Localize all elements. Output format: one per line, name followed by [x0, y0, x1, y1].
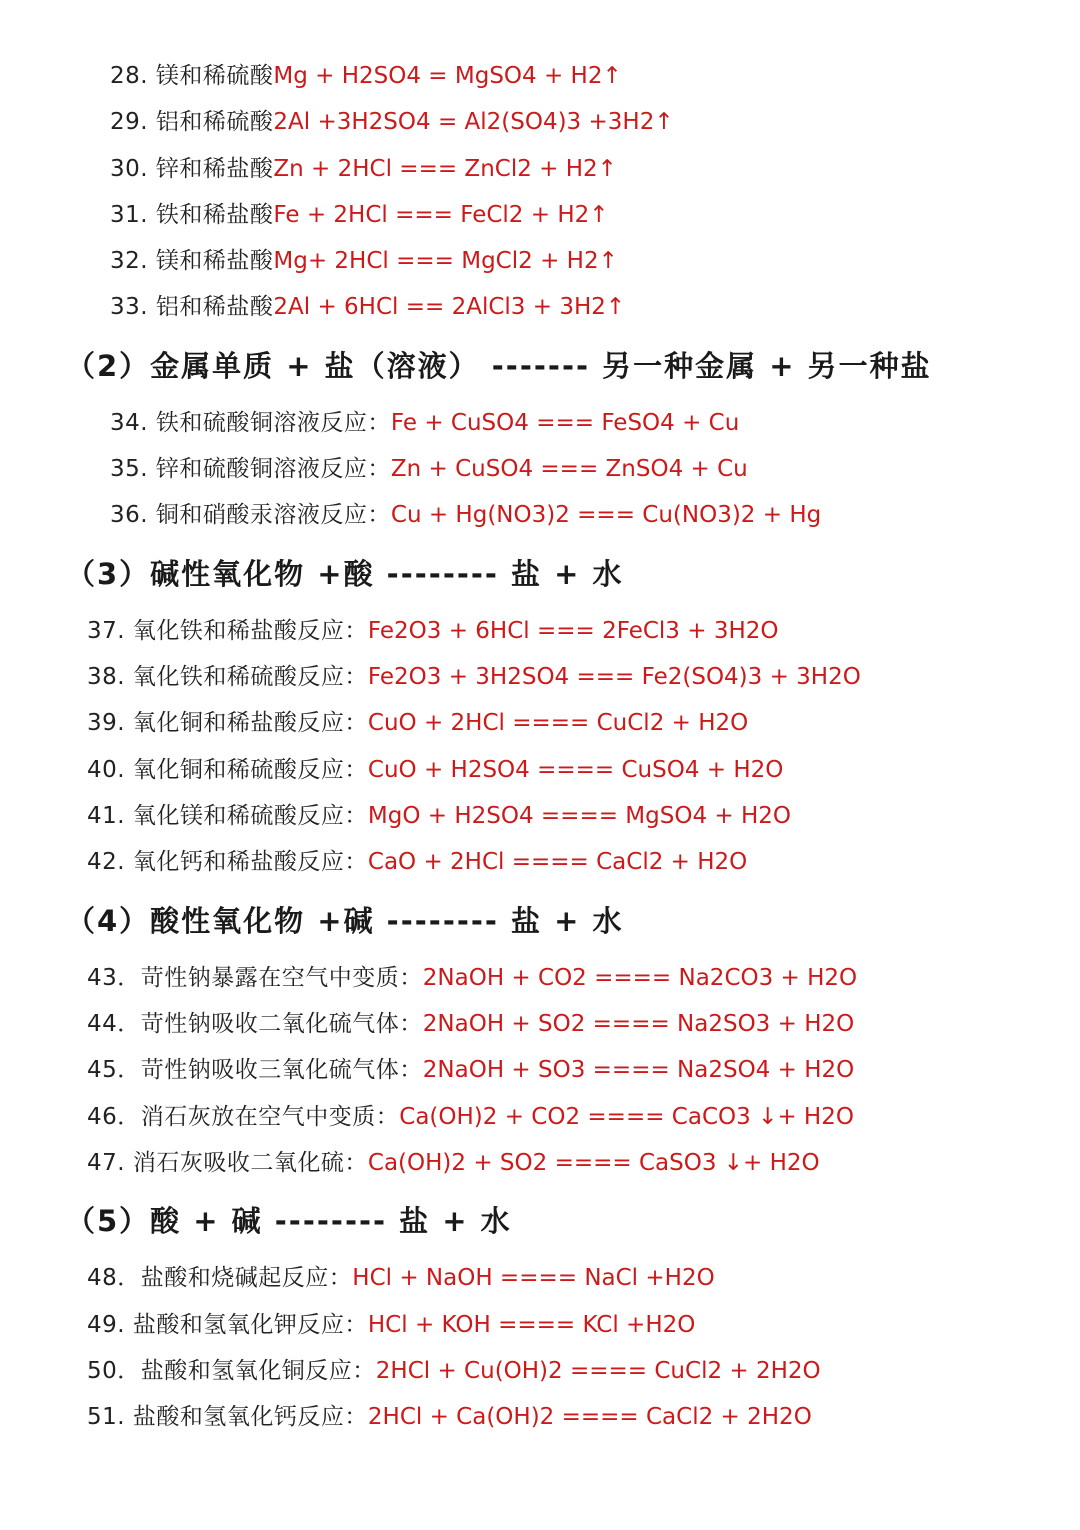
- reaction-label: 38. 氧化铁和稀硫酸反应：: [87, 664, 368, 690]
- reaction-line-30: [110, 154, 617, 184]
- reaction-equation: Cu + Hg(NO3)2 === Cu(NO3)2 + Hg: [390, 502, 822, 528]
- reaction-line-31: [110, 200, 609, 230]
- reaction-line-42: [87, 847, 747, 877]
- reaction-label: 35. 锌和硫酸铜溶液反应：: [110, 456, 391, 482]
- reaction-label: 28. 镁和稀硫酸: [110, 63, 274, 89]
- reaction-equation: 2HCl + Cu(OH)2 ==== CuCl2 + 2H2O: [375, 1358, 821, 1384]
- reaction-line-34: [110, 408, 739, 438]
- reaction-equation: Ca(OH)2 + CO2 ==== CaCO3 ↓+ H2O: [399, 1104, 854, 1130]
- reaction-line-33: [110, 292, 625, 322]
- reaction-label: 29. 铝和稀硫酸: [110, 109, 274, 135]
- reaction-equation: Fe2O3 + 6HCl === 2FeCl3 + 3H2O: [367, 618, 779, 644]
- reaction-label: 33. 铝和稀盐酸: [110, 294, 274, 320]
- reaction-line-28: [110, 61, 622, 91]
- reaction-line-43: [87, 963, 857, 993]
- section-heading-3: （3）碱性氧化物 +酸 -------- 盐 + 水: [66, 557, 624, 591]
- reaction-equation: 2NaOH + SO2 ==== Na2SO3 + H2O: [422, 1011, 855, 1037]
- reaction-equation: HCl + KOH ==== KCl +H2O: [367, 1312, 696, 1338]
- reaction-label: 39. 氧化铜和稀盐酸反应：: [87, 710, 368, 736]
- reaction-line-50: [87, 1356, 821, 1386]
- reaction-equation: Fe2O3 + 3H2SO4 === Fe2(SO4)3 + 3H2O: [367, 664, 861, 690]
- reaction-equation: 2HCl + Ca(OH)2 ==== CaCl2 + 2H2O: [367, 1404, 812, 1430]
- reaction-line-36: [110, 500, 821, 530]
- reaction-line-40: [87, 755, 783, 785]
- section-heading-4: （4）酸性氧化物 +碱 -------- 盐 + 水: [66, 904, 624, 938]
- reaction-label: 30. 锌和稀盐酸: [110, 156, 274, 182]
- reaction-line-41: [87, 801, 791, 831]
- reaction-label: 50．盐酸和氢氧化铜反应：: [87, 1358, 376, 1384]
- reaction-equation: Mg + H2SO4 = MgSO4 + H2↑: [273, 63, 622, 89]
- reaction-line-48: [87, 1263, 715, 1293]
- reaction-equation: Ca(OH)2 + SO2 ==== CaSO3 ↓+ H2O: [367, 1150, 820, 1176]
- reaction-line-44: [87, 1009, 854, 1039]
- section-heading-2: （2）金属单质 + 盐（溶液） ------- 另一种金属 + 另一种盐: [66, 349, 932, 383]
- reaction-line-49: [87, 1310, 695, 1340]
- reaction-equation: Zn + CuSO4 === ZnSO4 + Cu: [390, 456, 748, 482]
- reaction-equation: 2Al + 6HCl == 2AlCl3 + 3H2↑: [273, 294, 626, 320]
- reaction-label: 51. 盐酸和氢氧化钙反应：: [87, 1404, 368, 1430]
- reaction-label: 43．苛性钠暴露在空气中变质：: [87, 965, 423, 991]
- reaction-label: 46．消石灰放在空气中变质：: [87, 1104, 400, 1130]
- reaction-equation: 2NaOH + SO3 ==== Na2SO4 + H2O: [422, 1057, 855, 1083]
- reaction-equation: HCl + NaOH ==== NaCl +H2O: [352, 1265, 715, 1291]
- reaction-equation: Mg+ 2HCl === MgCl2 + H2↑: [273, 248, 618, 274]
- reaction-equation: CuO + H2SO4 ==== CuSO4 + H2O: [367, 757, 784, 783]
- section-heading-5: （5）酸 + 碱 -------- 盐 + 水: [66, 1204, 512, 1238]
- reaction-label: 31. 铁和稀盐酸: [110, 202, 274, 228]
- reaction-line-32: [110, 246, 618, 276]
- reaction-label: 44．苛性钠吸收二氧化硫气体：: [87, 1011, 423, 1037]
- reaction-line-51: [87, 1402, 812, 1432]
- reaction-equation: CaO + 2HCl ==== CaCl2 + H2O: [367, 849, 748, 875]
- reaction-label: 48．盐酸和烧碱起反应：: [87, 1265, 353, 1291]
- reaction-label: 41. 氧化镁和稀硫酸反应：: [87, 803, 368, 829]
- reaction-equation: CuO + 2HCl ==== CuCl2 + H2O: [367, 710, 749, 736]
- reaction-label: 42. 氧化钙和稀盐酸反应：: [87, 849, 368, 875]
- reaction-line-37: [87, 616, 779, 646]
- reaction-label: 40. 氧化铜和稀硫酸反应：: [87, 757, 368, 783]
- reaction-label: 47. 消石灰吸收二氧化硫：: [87, 1150, 368, 1176]
- reaction-label: 37. 氧化铁和稀盐酸反应：: [87, 618, 368, 644]
- reaction-line-35: [110, 454, 748, 484]
- reaction-equation: 2Al +3H2SO4 = Al2(SO4)3 +3H2↑: [273, 109, 674, 135]
- reaction-equation: MgO + H2SO4 ==== MgSO4 + H2O: [367, 803, 792, 829]
- reaction-label: 36. 铜和硝酸汞溶液反应：: [110, 502, 391, 528]
- reaction-equation: 2NaOH + CO2 ==== Na2CO3 + H2O: [422, 965, 858, 991]
- reaction-equation: Zn + 2HCl === ZnCl2 + H2↑: [273, 156, 617, 182]
- reaction-label: 45．苛性钠吸收三氧化硫气体：: [87, 1057, 423, 1083]
- reaction-line-46: [87, 1102, 854, 1132]
- reaction-label: 32. 镁和稀盐酸: [110, 248, 274, 274]
- reaction-line-39: [87, 708, 748, 738]
- reaction-equation: Fe + 2HCl === FeCl2 + H2↑: [273, 202, 609, 228]
- reaction-line-29: [110, 107, 674, 137]
- reaction-equation: Fe + CuSO4 === FeSO4 + Cu: [390, 410, 740, 436]
- reaction-line-38: [87, 662, 861, 692]
- reaction-line-47: [87, 1148, 820, 1178]
- reaction-line-45: [87, 1055, 854, 1085]
- reaction-label: 34. 铁和硫酸铜溶液反应：: [110, 410, 391, 436]
- reaction-label: 49. 盐酸和氢氧化钾反应：: [87, 1312, 368, 1338]
